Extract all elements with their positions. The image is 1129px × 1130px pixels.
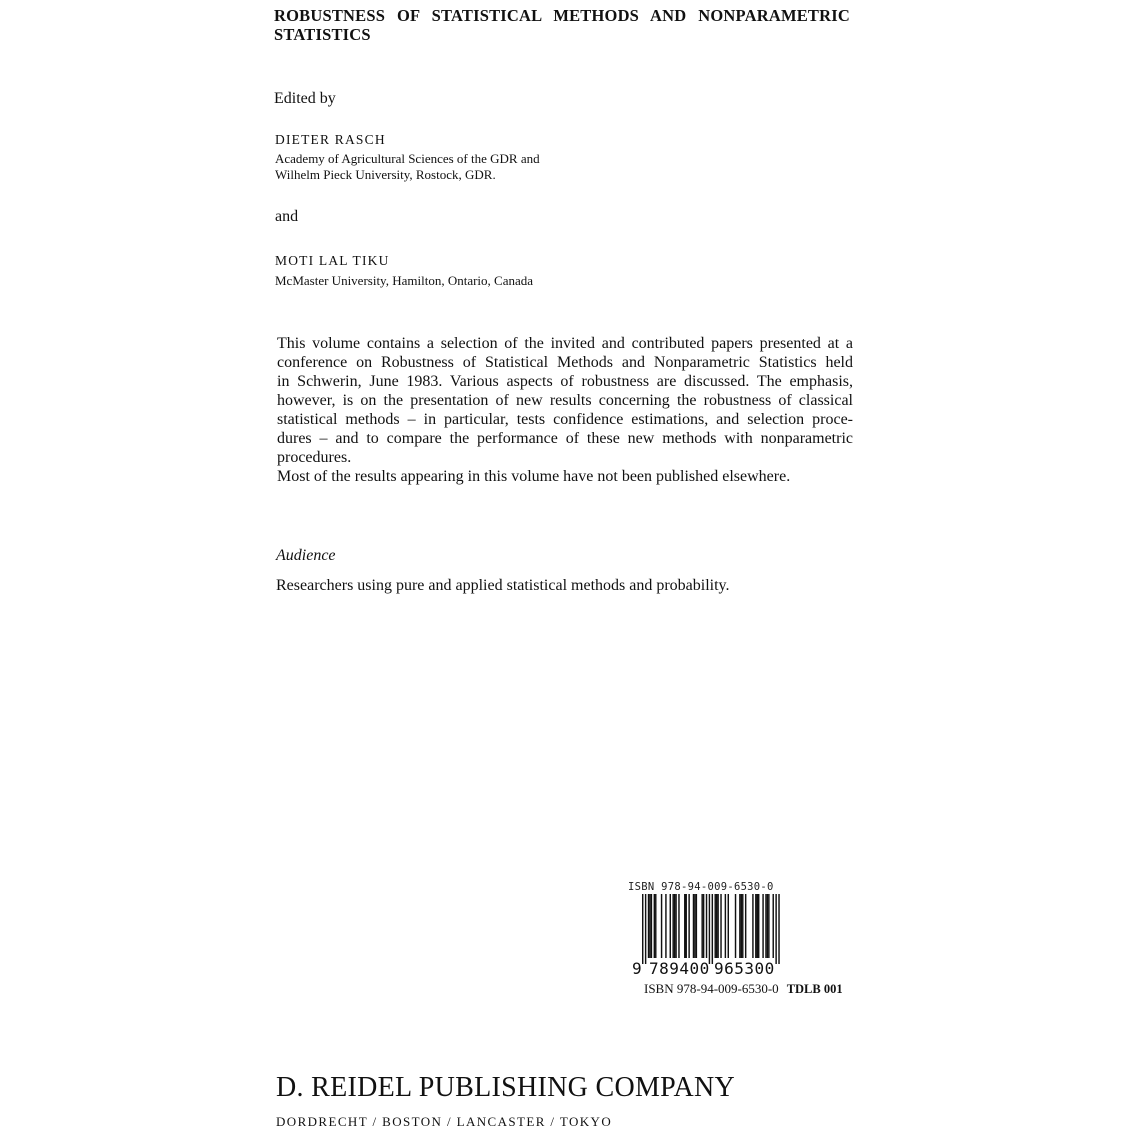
barcode-bar	[775, 894, 776, 964]
publisher-name: D. REIDEL PUBLISHING COMPANY	[276, 1072, 736, 1103]
barcode-bar	[642, 894, 643, 964]
barcode-bar	[741, 894, 742, 958]
barcode-bar	[728, 894, 729, 958]
editor-affiliation-2	[275, 273, 533, 289]
editor-name-1: DIETER RASCH	[275, 132, 386, 147]
barcode-bar	[745, 894, 746, 958]
edited-by-label: Edited by	[274, 90, 336, 107]
barcode-bar	[654, 894, 655, 958]
barcode-bar	[755, 894, 756, 958]
barcode-bar	[684, 894, 685, 958]
barcode	[628, 881, 788, 979]
barcode-bar	[645, 894, 646, 964]
audience-text: Researchers using pure and applied statistical methods and probability.	[276, 577, 730, 594]
barcode-bar	[655, 894, 656, 958]
barcode-bar	[758, 894, 759, 958]
barcode-bar	[742, 894, 743, 958]
barcode-bar	[701, 894, 702, 958]
barcode-bar	[648, 894, 649, 958]
barcode-bar	[693, 894, 694, 958]
barcode-bar	[712, 894, 713, 964]
barcode-bar	[752, 894, 753, 958]
barcode-digit-group-1: 789400	[649, 959, 710, 978]
barcode-bar	[686, 894, 687, 958]
barcode-bar	[768, 894, 769, 958]
description-line: in Schwerin, June 1983. Various aspects of robustness are discussed. The emphasis,	[277, 373, 853, 390]
description-line: Most of the results appearing in this volume have not been published elsewhere.	[277, 468, 791, 485]
barcode-bar	[694, 894, 695, 958]
barcode-bar	[767, 894, 768, 958]
barcode-bar	[757, 894, 758, 958]
barcode-bar	[665, 894, 666, 958]
barcode-bar	[670, 894, 671, 958]
barcode-bar	[717, 894, 718, 958]
description-line: conference on Robustness of Statistical Methods and Nonparametric Statistics held	[277, 354, 853, 371]
description-paragraph	[277, 334, 853, 486]
barcode-bar	[762, 894, 763, 958]
editor-affiliation-2-line-1: McMaster University, Hamilton, Ontario, Canada	[275, 273, 534, 288]
barcode-bar	[725, 894, 726, 958]
barcode-bar	[715, 894, 716, 958]
barcode-bar	[649, 894, 650, 958]
barcode-bar	[674, 894, 675, 958]
barcode-bar	[706, 894, 707, 958]
barcode-digit-group-2: 965300	[714, 959, 775, 978]
editor-name-2: MOTI LAL TIKU	[275, 253, 390, 268]
barcode-bar	[703, 894, 704, 958]
description-line: This volume contains a selection of the invited and contributed papers presented at a	[277, 335, 853, 352]
editor-affiliation-1	[275, 151, 540, 183]
barcode-bar	[688, 894, 689, 958]
barcode-isbn-label: ISBN 978-94-009-6530-0	[628, 881, 774, 893]
barcode-bar	[678, 894, 679, 958]
publisher-cities: DORDRECHT / BOSTON / LANCASTER / TOKYO	[276, 1114, 613, 1129]
isbn-text: ISBN 978-94-009-6530-0	[644, 981, 779, 996]
tdlb-code: TDLB 001	[786, 982, 843, 996]
barcode-bar	[661, 894, 662, 958]
barcode-bar	[720, 894, 721, 958]
book-title-line-2: STATISTICS	[274, 25, 371, 44]
barcode-bar	[765, 894, 766, 958]
barcode-bar	[675, 894, 676, 958]
editor-affiliation-1-line-1: Academy of Agricultural Sciences of the GDR and	[275, 151, 540, 166]
description-line: statistical methods – in particular, tests confidence estimations, and selection proce-	[277, 411, 853, 428]
barcode-icon	[628, 894, 788, 964]
book-title-line-1: ROBUSTNESS OF STATISTICAL METHODS AND NONPARAMETRIC	[274, 6, 850, 25]
description-line: dures – and to compare the performance of these new methods with nonparametric	[277, 430, 853, 447]
description-line: procedures.	[277, 449, 352, 466]
barcode-bar	[709, 894, 710, 964]
audience-heading: Audience	[276, 547, 336, 564]
barcode-bar	[739, 894, 740, 958]
barcode-bar	[651, 894, 652, 958]
description-line: however, is on the presentation of new results concerning the robustness of classical	[277, 392, 853, 409]
book-title	[274, 6, 850, 44]
and-connector: and	[275, 208, 299, 225]
barcode-digit-first: 9	[632, 959, 642, 978]
barcode-bar	[716, 894, 717, 958]
barcode-bar	[696, 894, 697, 958]
editor-affiliation-1-line-2: Wilhelm Pieck University, Rostock, GDR.	[275, 167, 496, 182]
barcode-bar	[672, 894, 673, 958]
barcode-bar	[778, 894, 779, 964]
isbn-line	[644, 981, 843, 997]
barcode-bar	[773, 894, 774, 958]
barcode-bar	[735, 894, 736, 958]
